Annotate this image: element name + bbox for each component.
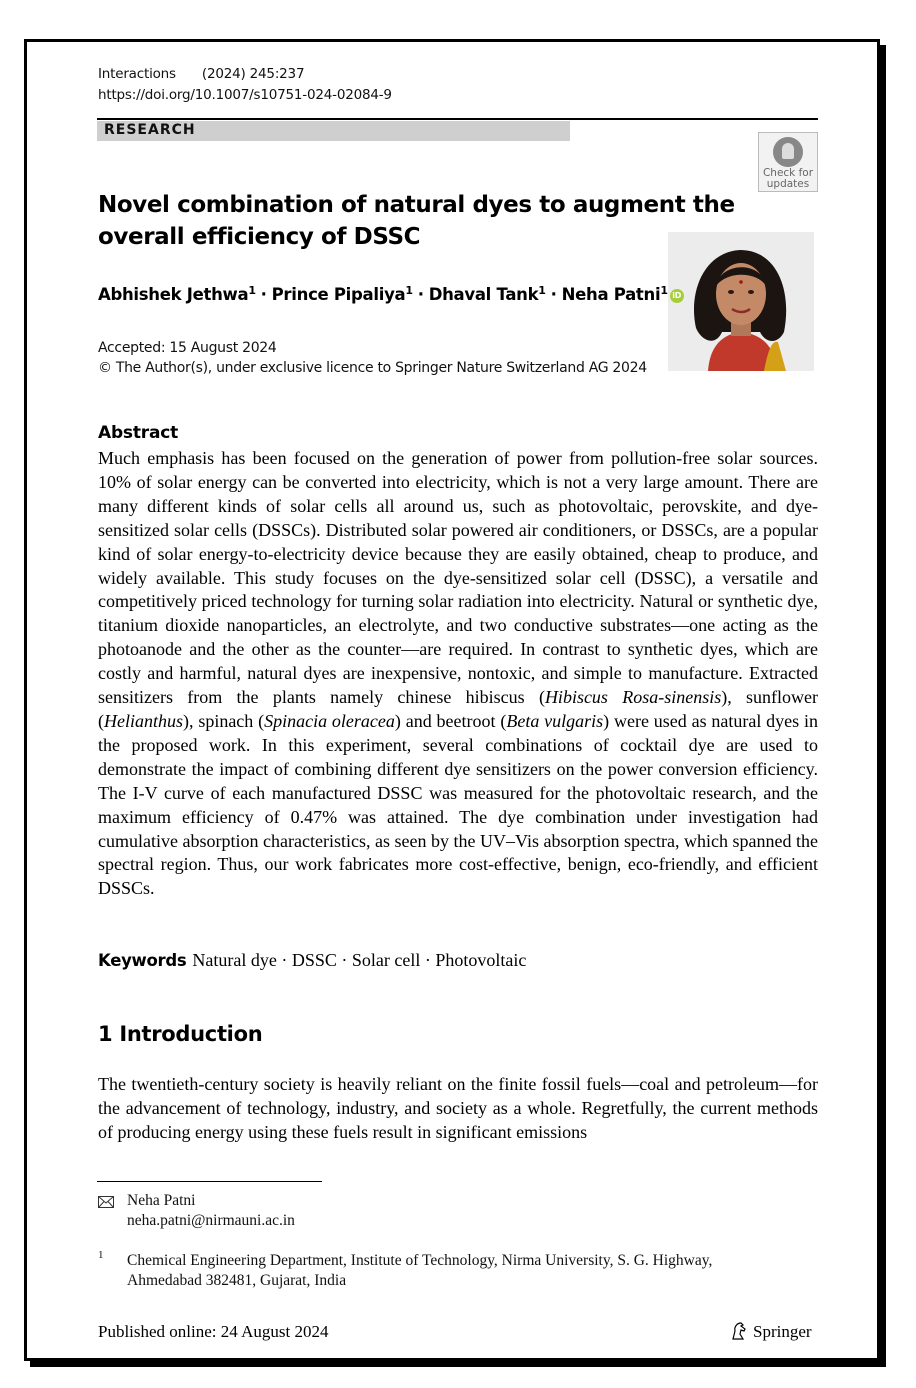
author-name[interactable]: Dhaval Tank xyxy=(428,285,539,304)
keywords-label: Keywords xyxy=(98,951,187,970)
abstract-text-segment: Much emphasis has been focused on the generation of power from pollution-free solar sources. 10% of solar energy can be converted into electricity, which is not a very large amount. There are many different kinds of solar cells all around us, such as photovoltaic, perovskite, and dye-sensitized solar cells (DSSCs). Distributed solar powered air conditioners, or DSSCs, are a popular kind of solar energy-to-electricity device because they are easily obtained, cheap to produce, and widely available. This study focuses on the dye-sensitized solar cell (DSSC), a versatile and competitively priced technology for turning solar radiation into electricity. Natural or synthetic dye, titanium dioxide nanoparticles, an electrolyte, and two conductive substrates—one acting as the photoanode and the other as the counter—are required. In contrast to synthetic dyes, which are costly and harmful, natural dyes are inexpensive, nontoxic, and simple to manufacture. Extracted sensitizers from the plants namely chinese hibiscus ( xyxy=(98,448,818,708)
author-separator: · xyxy=(550,285,557,304)
abstract-text-segment: ) and beetroot ( xyxy=(394,710,507,731)
orcid-icon[interactable]: iD xyxy=(670,289,684,303)
published-date: Published online: 24 August 2024 xyxy=(98,1322,329,1341)
article-type-label: RESEARCH xyxy=(104,122,196,138)
publisher-name: Springer xyxy=(753,1322,812,1341)
species-name: Hibiscus Rosa-sinensis xyxy=(544,687,722,708)
corresponding-author-name: Neha Patni xyxy=(127,1192,196,1209)
section-heading-introduction: 1 Introduction xyxy=(98,1022,263,1046)
author-name[interactable]: Neha Patni xyxy=(561,285,661,304)
affiliation-marker: 1 xyxy=(538,284,546,297)
copyright-notice: © The Author(s), under exclusive licence to Springer Nature Switzerland AG 2024 xyxy=(98,360,647,376)
species-name: Spinacia oleracea xyxy=(264,710,395,731)
doi-link[interactable]: https://doi.org/10.1007/s10751-024-02084-9 xyxy=(98,87,392,103)
author-name[interactable]: Prince Pipaliya xyxy=(271,285,406,304)
abstract-text-segment: ), spinach ( xyxy=(183,710,265,731)
check-updates-text: Check for updates xyxy=(762,167,814,190)
header-rule xyxy=(97,118,818,120)
abstract-heading: Abstract xyxy=(98,423,179,443)
author-photo xyxy=(668,232,814,371)
species-name: Beta vulgaris xyxy=(506,710,604,731)
journal-line xyxy=(98,66,304,82)
affiliation-number: 1 xyxy=(98,1249,104,1261)
affiliation-marker: 1 xyxy=(660,284,668,297)
keywords-line xyxy=(98,950,526,971)
author-name[interactable]: Abhishek Jethwa xyxy=(98,285,249,304)
envelope-icon xyxy=(98,1196,114,1208)
abstract-text xyxy=(98,447,818,901)
check-for-updates-badge[interactable] xyxy=(758,132,818,192)
keywords-text: Natural dye · DSSC · Solar cell · Photovoltaic xyxy=(192,950,527,970)
corresponding-author-email[interactable]: neha.patni@nirmauni.ac.in xyxy=(127,1212,295,1229)
author-portrait-image xyxy=(668,232,814,371)
author-separator: · xyxy=(417,285,424,304)
accepted-date: Accepted: 15 August 2024 xyxy=(98,340,277,356)
springer-horse-icon xyxy=(729,1321,749,1341)
article-title: Novel combination of natural dyes to augment the overall efficiency of DSSC xyxy=(98,192,735,250)
journal-name: Interactions xyxy=(98,66,176,82)
abstract-text-segment: ) were used as natural dyes in the proposed work. In this experiment, several combinations of cocktail dye are used to demonstrate the impact of combining different dye sensitizers on the power conversion efficiency. The I-V curve of each manufactured DSSC was measured for the photovoltaic research, and the maximum efficiency of 0.47% was attained. The dye combination under investigation had cumulative absorption characteristics, as seen by the UV–Vis absorption spectra, which spanned the spectral region. Thus, our work fabricates more cost-effective, benign, eco-friendly, and efficient DSSCs. xyxy=(98,710,818,899)
introduction-text: The twentieth-century society is heavily reliant on the finite fossil fuels—coal and petroleum—for the advancement of technology, industry, and society as a whole. Regretfully, the current methods of producing energy using these fuels result in significant emissions xyxy=(98,1074,818,1142)
affiliation-marker: 1 xyxy=(248,284,256,297)
volume-info: (2024) 245:237 xyxy=(201,66,305,82)
species-name: Helianthus xyxy=(104,710,183,731)
publisher-logo xyxy=(729,1321,812,1342)
footnote-rule xyxy=(97,1181,322,1182)
author-separator: · xyxy=(260,285,267,304)
affiliation-marker: 1 xyxy=(405,284,413,297)
affiliation-text: Chemical Engineering Department, Institute of Technology, Nirma University, S. G. Highway, Ahmedabad 382481, Gujarat, India xyxy=(127,1252,713,1289)
author-list xyxy=(98,284,684,304)
check-updates-icon xyxy=(773,137,803,167)
abstract-text-segment: ), sunflower ( xyxy=(98,687,819,731)
